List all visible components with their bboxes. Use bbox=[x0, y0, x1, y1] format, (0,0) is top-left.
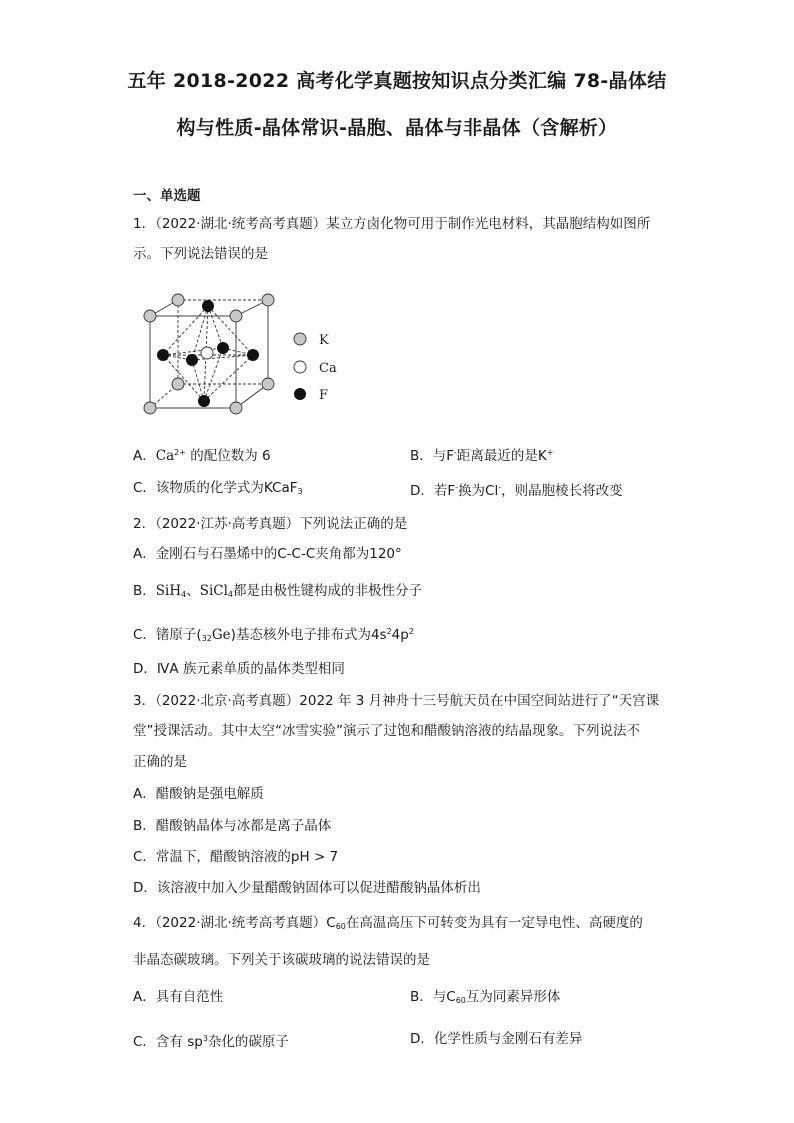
legend-ca-marker bbox=[294, 361, 306, 373]
q4-option-b[interactable] bbox=[410, 988, 560, 1010]
q1-a-sup: 2+ bbox=[174, 448, 186, 457]
q2-c-sup1: 2 bbox=[386, 627, 392, 636]
f-atom bbox=[186, 354, 198, 366]
f-atom bbox=[157, 349, 169, 361]
q1-option-d[interactable] bbox=[410, 479, 623, 500]
q2-b-sub2: 4 bbox=[227, 590, 234, 599]
q4-stem-line2: 非晶态碳玻璃。下列关于该碳玻璃的说法错误的是 bbox=[133, 952, 430, 968]
q2-stem: 2．（2022·江苏·高考真题）下列说法正确的是 bbox=[133, 516, 408, 532]
q1-a-chem: Ca bbox=[155, 448, 175, 464]
q1-option-b[interactable] bbox=[410, 444, 553, 465]
legend-f-marker bbox=[294, 388, 306, 400]
q1-d-text2: 换为Cl bbox=[458, 483, 499, 499]
legend-ca-label: Ca bbox=[319, 361, 337, 376]
q4-c-sup: 3 bbox=[202, 1034, 208, 1043]
f-atom bbox=[247, 349, 259, 361]
section-heading: 一、单选题 bbox=[133, 188, 201, 204]
q1-a-text: 的配位数为 6 bbox=[190, 448, 271, 464]
q1-b-sup2: + bbox=[546, 448, 554, 457]
doc-title-line2: 构与性质-晶体常识-晶胞、晶体与非晶体（含解析） bbox=[176, 117, 618, 139]
q2-option-a[interactable]: A．金刚石与石墨烯中的C-C-C夹角都为120° bbox=[133, 546, 402, 562]
q4-option-c[interactable] bbox=[133, 1030, 289, 1051]
q1-d-sup2: - bbox=[498, 483, 502, 492]
k-atom bbox=[144, 402, 156, 414]
q1-stem-line2: 示。下列说法错误的是 bbox=[133, 246, 268, 262]
legend-k-marker bbox=[294, 333, 306, 345]
q2-option-b[interactable] bbox=[133, 582, 422, 604]
q1-b-text: B．与F bbox=[410, 448, 455, 464]
q2-b-formula1: SiH bbox=[155, 583, 182, 599]
q3-option-a[interactable]: A．醋酸钠是强电解质 bbox=[133, 786, 264, 802]
q3-option-c[interactable]: C．常温下，醋酸钠溶液的pH > 7 bbox=[133, 849, 339, 865]
q2-c-ge: Ge bbox=[211, 627, 231, 643]
q4-line1-sub: 60 bbox=[335, 922, 346, 931]
q1-c-text: C．该物质的化学式为KCaF bbox=[133, 480, 298, 496]
q1-d-sup: - bbox=[455, 483, 459, 492]
k-atom bbox=[144, 310, 156, 322]
q1-c-sub: 3 bbox=[297, 487, 303, 496]
q4-stem-line1 bbox=[133, 914, 643, 936]
k-atom bbox=[172, 378, 184, 390]
q2-option-c[interactable] bbox=[133, 623, 414, 648]
q4-b-sub: 60 bbox=[455, 996, 466, 1005]
legend-k-label: K bbox=[319, 333, 329, 348]
q2-b-sub1: 4 bbox=[181, 590, 187, 599]
q1-stem-line1: 1．（2022·湖北·统考高考真题）某立方卤化物可用于制作光电材料，其晶胞结构如图所 bbox=[133, 216, 651, 232]
q2-c-mid: )基态核外电子排布式为4s bbox=[230, 627, 387, 643]
q1-d-text: D．若F bbox=[410, 483, 456, 499]
q2-c-sup2: 2 bbox=[408, 627, 414, 636]
q1-option-a[interactable] bbox=[133, 444, 271, 465]
q2-b-rest: 都是由极性键构成的非极性分子 bbox=[233, 583, 423, 599]
q1-b-text2: 距离最近的是K bbox=[456, 448, 547, 464]
k-atom bbox=[262, 378, 274, 390]
legend-f-label: F bbox=[319, 388, 329, 403]
doc-title-line1: 五年 2018-2022 高考化学真题按知识点分类汇编 78-晶体结 bbox=[127, 70, 667, 92]
q3-option-d[interactable]: D．该溶液中加入少量醋酸钠固体可以促进醋酸钠晶体析出 bbox=[133, 880, 481, 896]
q4-line1-rest: 在高温高压下可转变为具有一定导电性、高硬度的 bbox=[345, 915, 643, 931]
q1-a-label: A． bbox=[133, 448, 156, 464]
f-atom bbox=[217, 342, 229, 354]
q4-option-a[interactable]: A．具有自范性 bbox=[133, 989, 224, 1005]
q2-option-d[interactable]: D．ⅣA 族元素单质的晶体类型相同 bbox=[133, 661, 345, 677]
k-atom bbox=[262, 294, 274, 306]
diagram-legend bbox=[294, 333, 337, 403]
q3-option-b[interactable]: B．醋酸钠晶体与冰都是离子晶体 bbox=[133, 818, 332, 834]
q3-stem-line1: 3．（2022·北京·高考真题）2022 年 3 月神舟十三号航天员在中国空间站进行了“天宫课 bbox=[133, 693, 660, 709]
q2-b-sep: 、 bbox=[186, 583, 200, 599]
q2-b-formula2: SiCl bbox=[199, 583, 228, 599]
q4-b-pre: B．与C bbox=[410, 989, 456, 1005]
q1-d-text3: ，则晶胞棱长将改变 bbox=[501, 483, 623, 499]
q4-c-pre: C．含有 sp bbox=[133, 1034, 203, 1050]
q1-option-c[interactable] bbox=[133, 479, 303, 501]
crystal-structure-diagram bbox=[138, 288, 358, 422]
q4-b-rest: 互为同素异形体 bbox=[465, 989, 561, 1005]
q4-option-d[interactable]: D．化学性质与金刚石有差异 bbox=[410, 1031, 583, 1047]
q1-b-sup: - bbox=[454, 448, 457, 457]
k-atom bbox=[230, 402, 242, 414]
f-atom bbox=[202, 300, 214, 312]
q4-c-rest: 杂化的碳原子 bbox=[207, 1034, 289, 1050]
q2-c-pre: C．锗原子( bbox=[133, 627, 202, 643]
q2-c-sub: 32 bbox=[201, 634, 212, 643]
q2-b-pre: B． bbox=[133, 583, 156, 599]
k-atom bbox=[172, 294, 184, 306]
q3-stem-line2: 堂”授课活动。其中太空“冰雪实验”演示了过饱和醋酸钠溶液的结晶现象。下列说法不 bbox=[133, 723, 640, 739]
ca-atom bbox=[201, 347, 213, 359]
q3-stem-line3: 正确的是 bbox=[133, 754, 187, 770]
q2-c-4p: 4p bbox=[391, 627, 409, 643]
f-atom bbox=[198, 395, 210, 407]
k-atom bbox=[230, 310, 242, 322]
q4-line1-pre: 4．（2022·湖北·统考高考真题）C bbox=[133, 915, 336, 931]
